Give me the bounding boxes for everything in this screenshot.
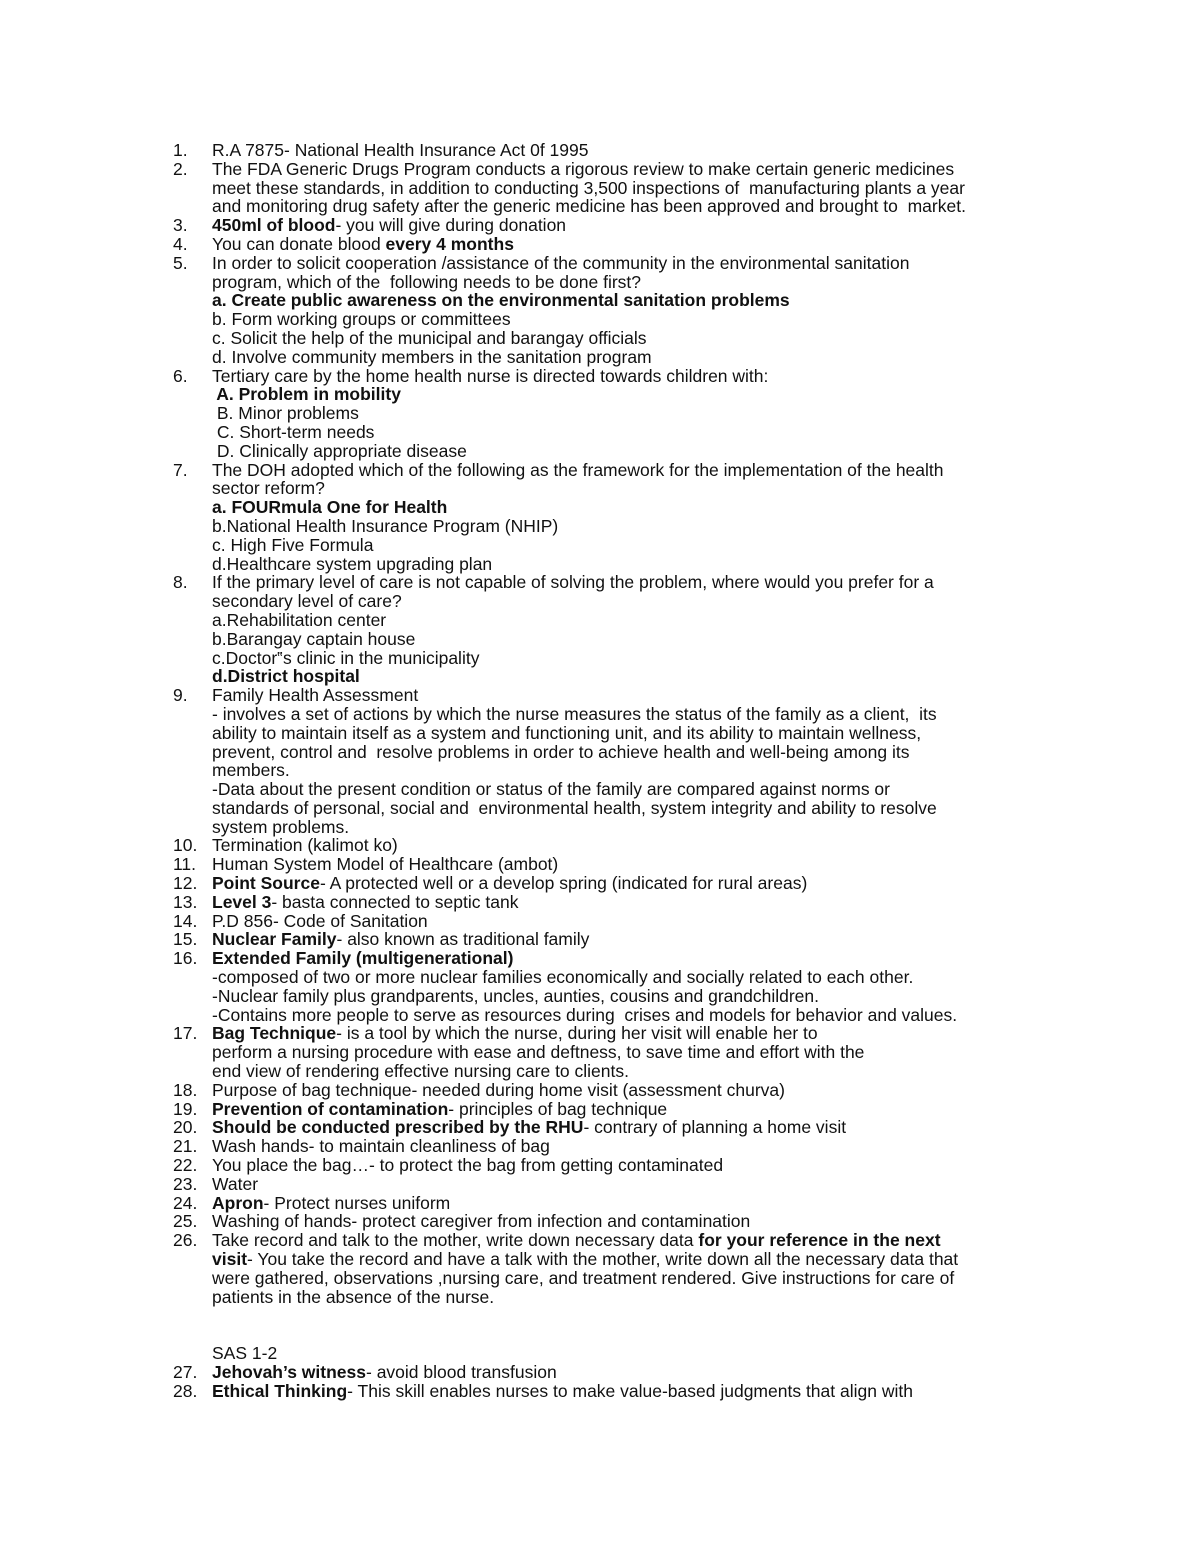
section-heading: SAS 1-2 [212,1343,278,1364]
item-number: 18. [173,1079,198,1100]
item-number: 8. [173,572,188,593]
list-item [173,461,1063,574]
bold-text: Level 3 [212,891,272,912]
text-line [212,780,1063,799]
bold-text: Jehovah’s witness [212,1362,366,1383]
bold-text: d.District hospital [212,666,360,687]
item-number: 2. [173,158,188,179]
item-number: 24. [173,1192,198,1213]
bold-text: a. FOURmula One for Health [212,497,448,518]
text-line [212,1156,1063,1175]
text-run: c. Solicit the help of the municipal and barangay officials [212,327,647,348]
text-line [212,1006,1063,1025]
text-run: - is a tool by which the nurse, during her visit will enable her to [336,1023,818,1044]
text-line [212,1100,1063,1119]
text-line [212,423,1063,442]
text-line [212,855,1063,874]
list-item [173,893,1063,912]
list-item [173,949,1063,1024]
text-line [212,235,1063,254]
text-run: You can donate blood [212,233,386,254]
text-run: b.Barangay captain house [212,628,416,649]
text-run: d. Involve community members in the sanitation program [212,346,652,367]
text-run: Purpose of bag technique- needed during home visit (assessment churva) [212,1079,785,1100]
text-run: members. [212,760,290,781]
bold-text: for your reference in the next [698,1230,941,1251]
item-number: 26. [173,1230,198,1251]
bold-text: Bag Technique [212,1023,337,1044]
item-text [212,1231,1063,1306]
text-run: - contrary of planning a home visit [583,1117,847,1138]
text-run: b.National Health Insurance Program (NHIP) [212,515,559,536]
bold-text: Prevention of contamination [212,1098,449,1119]
text-run: Take record and talk to the mother, write down necessary data [212,1230,699,1251]
item-text [212,141,1063,160]
text-run: perform a nursing procedure with ease and deftness, to save time and effort with the [212,1042,865,1063]
list-item [173,930,1063,949]
list-item [173,235,1063,254]
text-line [212,724,1063,743]
text-line [212,743,1063,762]
text-line [212,592,1063,611]
text-run: - You take the record and have a talk with the mother, write down all the necessary data that [247,1249,959,1270]
text-run: D. Clinically appropriate disease [212,440,467,461]
text-line [212,761,1063,780]
item-text [212,836,1063,855]
item-text [212,1081,1063,1100]
item-text [212,1100,1063,1119]
text-line [212,1062,1063,1081]
item-text [212,1024,1063,1080]
text-run: -Nuclear family plus grandparents, uncles, aunties, cousins and grandchildren. [212,985,819,1006]
list-item [173,1137,1063,1156]
text-line [212,1194,1063,1213]
item-number: 6. [173,365,188,386]
item-text [212,1212,1063,1231]
text-run: - A protected well or a develop spring (indicated for rural areas) [319,873,808,894]
bold-text: visit [212,1249,248,1270]
item-text [212,912,1063,931]
list-item [173,1175,1063,1194]
text-run: - involves a set of actions by which the nurse measures the status of the family as a client, its [212,703,937,724]
item-number: 22. [173,1155,198,1176]
text-run: d.Healthcare system upgrading plan [212,553,493,574]
text-run: standards of personal, social and environmental health, system integrity and ability to resolve [212,797,937,818]
item-number: 20. [173,1117,198,1138]
list-item [173,874,1063,893]
item-number: 10. [173,835,198,856]
text-line [212,291,1063,310]
item-text [212,1137,1063,1156]
text-run: patients in the absence of the nurse. [212,1286,495,1307]
text-line [212,1363,1063,1382]
item-number: 9. [173,685,188,706]
text-line [212,385,1063,404]
list-item [173,1363,1063,1382]
text-line [212,273,1063,292]
text-line [212,461,1063,480]
list-item [173,836,1063,855]
text-line [212,818,1063,837]
bold-text: a. Create public awareness on the environmental sanitation problems [212,290,790,311]
item-number: 23. [173,1173,198,1194]
text-line [212,1118,1063,1137]
text-run: ability to maintain itself as a system and functioning unit, and its ability to maintain wellness, [212,722,922,743]
text-run: Washing of hands- protect caregiver from infection and contamination [212,1211,751,1232]
text-run: If the primary level of care is not capable of solving the problem, where would you prefer for a [212,572,934,593]
text-run: meet these standards, in addition to conducting 3,500 inspections of manufacturing plants a year [212,177,965,198]
text-line [212,179,1063,198]
text-line [212,611,1063,630]
item-text [212,1156,1063,1175]
text-line [212,667,1063,686]
text-line [212,1231,1063,1250]
bold-text: Point Source [212,873,320,894]
list-item [173,1156,1063,1175]
item-number: 21. [173,1136,198,1157]
text-run: -composed of two or more nuclear families economically and socially related to each other. [212,967,914,988]
item-text [212,686,1063,836]
text-run: a.Rehabilitation center [212,609,387,630]
list-item [173,367,1063,461]
item-number: 16. [173,948,198,969]
text-line [212,968,1063,987]
item-number: 12. [173,873,198,894]
item-number: 13. [173,891,198,912]
text-line [212,348,1063,367]
item-number: 11. [173,854,197,875]
text-line [212,874,1063,893]
text-line [212,893,1063,912]
text-line [212,329,1063,348]
text-run: Termination (kalimot ko) [212,835,398,856]
text-line [212,1382,1063,1401]
text-run: - avoid blood transfusion [366,1362,557,1383]
text-line [212,1269,1063,1288]
list-part-one [173,141,1063,1306]
item-text [212,254,1063,367]
text-line [212,479,1063,498]
list-item [173,141,1063,160]
item-text [212,874,1063,893]
text-line [212,160,1063,179]
text-run: sector reform? [212,478,325,499]
text-run: B. Minor problems [212,403,359,424]
text-line [212,536,1063,555]
item-text [212,1363,1063,1382]
text-run: Human System Model of Healthcare (ambot) [212,854,559,875]
bold-text: Should be conducted prescribed by the RHU [212,1117,584,1138]
item-text [212,855,1063,874]
list-item [173,1382,1063,1401]
item-text [212,160,1063,216]
text-run: c.Doctor‟s clinic in the municipality [212,647,480,668]
item-text [212,1175,1063,1194]
item-number: 28. [173,1381,198,1401]
text-line [212,630,1063,649]
text-run: - This skill enables nurses to make value-based judgments that align with [347,1381,913,1401]
list-part-two [173,1363,1063,1401]
item-text [212,235,1063,254]
bold-text: every 4 months [385,233,514,254]
text-line [212,949,1063,968]
text-line [212,442,1063,461]
text-run: In order to solicit cooperation /assistance of the community in the environmental sanitation [212,252,910,273]
list-item [173,1118,1063,1137]
text-run: -Data about the present condition or status of the family are compared against norms or [212,779,890,800]
text-line [212,1024,1063,1043]
text-run: secondary level of care? [212,591,402,612]
item-number: 15. [173,929,198,950]
text-line [212,1288,1063,1307]
bold-text: Apron [212,1192,264,1213]
text-line [212,1137,1063,1156]
item-text [212,461,1063,574]
section-gap [173,1306,1063,1344]
list-item [173,1100,1063,1119]
list-item [173,686,1063,836]
list-item [173,573,1063,686]
text-run: - you will give during donation [335,215,567,236]
item-text [212,949,1063,1024]
list-item [173,216,1063,235]
item-text [212,1118,1063,1137]
text-run: P.D 856- Code of Sanitation [212,910,428,931]
item-number: 17. [173,1023,198,1044]
text-line [212,367,1063,386]
text-run: Wash hands- to maintain cleanliness of bag [212,1136,550,1157]
text-line [212,705,1063,724]
item-number: 1. [173,140,188,160]
item-number: 4. [173,233,188,254]
text-line [212,1081,1063,1100]
text-line [212,799,1063,818]
text-line [212,930,1063,949]
text-run: c. High Five Formula [212,534,374,555]
text-line [212,1250,1063,1269]
item-number: 3. [173,215,188,236]
item-text [212,216,1063,235]
text-run: program, which of the following needs to be done first? [212,271,641,292]
text-line [212,573,1063,592]
text-run: were gathered, observations ,nursing care, and treatment rendered. Give instructions for care of [212,1267,955,1288]
item-text [212,930,1063,949]
text-run: Tertiary care by the home health nurse is directed towards children with: [212,365,769,386]
list-item [173,855,1063,874]
text-run: b. Form working groups or committees [212,309,511,330]
text-run: end view of rendering effective nursing care to clients. [212,1061,629,1082]
bold-text: 450ml of blood [212,215,336,236]
text-run: system problems. [212,816,350,837]
text-run: and monitoring drug safety after the generic medicine has been approved and brought to market. [212,196,966,217]
text-line [212,498,1063,517]
bold-text: Nuclear Family [212,929,337,950]
bold-text: Extended Family (multigenerational) [212,948,514,969]
item-text [212,367,1063,461]
item-text [212,1382,1063,1401]
text-line [212,686,1063,705]
text-line [212,310,1063,329]
text-line [212,987,1063,1006]
list-item [173,1231,1063,1306]
item-number: 27. [173,1362,198,1383]
text-line [212,197,1063,216]
item-text [212,1194,1063,1213]
text-run: - Protect nurses uniform [263,1192,451,1213]
item-number: 14. [173,910,198,931]
text-run: The FDA Generic Drugs Program conducts a rigorous review to make certain generic medicines [212,158,955,179]
list-item [173,1081,1063,1100]
text-run: Family Health Assessment [212,685,419,706]
item-number: 7. [173,459,188,480]
text-run: The DOH adopted which of the following as the framework for the implementation of the health [212,459,944,480]
bold-text: A. Problem in mobility [212,384,401,405]
list-item [173,254,1063,367]
text-line [212,254,1063,273]
list-item [173,1024,1063,1080]
text-line [212,141,1063,160]
text-line [212,216,1063,235]
item-number: 25. [173,1211,198,1232]
item-number: 5. [173,252,188,273]
text-run: - principles of bag technique [448,1098,668,1119]
item-text [212,893,1063,912]
text-line [212,649,1063,668]
text-run: C. Short-term needs [212,421,375,442]
text-line [212,555,1063,574]
text-run: R.A 7875- National Health Insurance Act 0f 1995 [212,140,589,160]
text-line [212,836,1063,855]
text-line [212,404,1063,423]
numbered-list [173,141,1063,1401]
list-item [173,1212,1063,1231]
list-item [173,912,1063,931]
list-item [173,1194,1063,1213]
item-text [212,573,1063,686]
text-line [212,1175,1063,1194]
text-run: prevent, control and resolve problems in order to achieve health and well-being among its [212,741,910,762]
text-run: -Contains more people to serve as resources during crises and models for behavior and values. [212,1004,958,1025]
text-line [212,1212,1063,1231]
bold-text: Ethical Thinking [212,1381,348,1401]
text-run: Water [212,1173,259,1194]
text-run: - also known as traditional family [336,929,590,950]
item-number: 19. [173,1098,198,1119]
text-line [212,912,1063,931]
list-item [173,160,1063,216]
text-line [212,1043,1063,1062]
text-run: - basta connected to septic tank [271,891,519,912]
text-run: You place the bag…- to protect the bag from getting contaminated [212,1155,724,1176]
text-line [212,517,1063,536]
